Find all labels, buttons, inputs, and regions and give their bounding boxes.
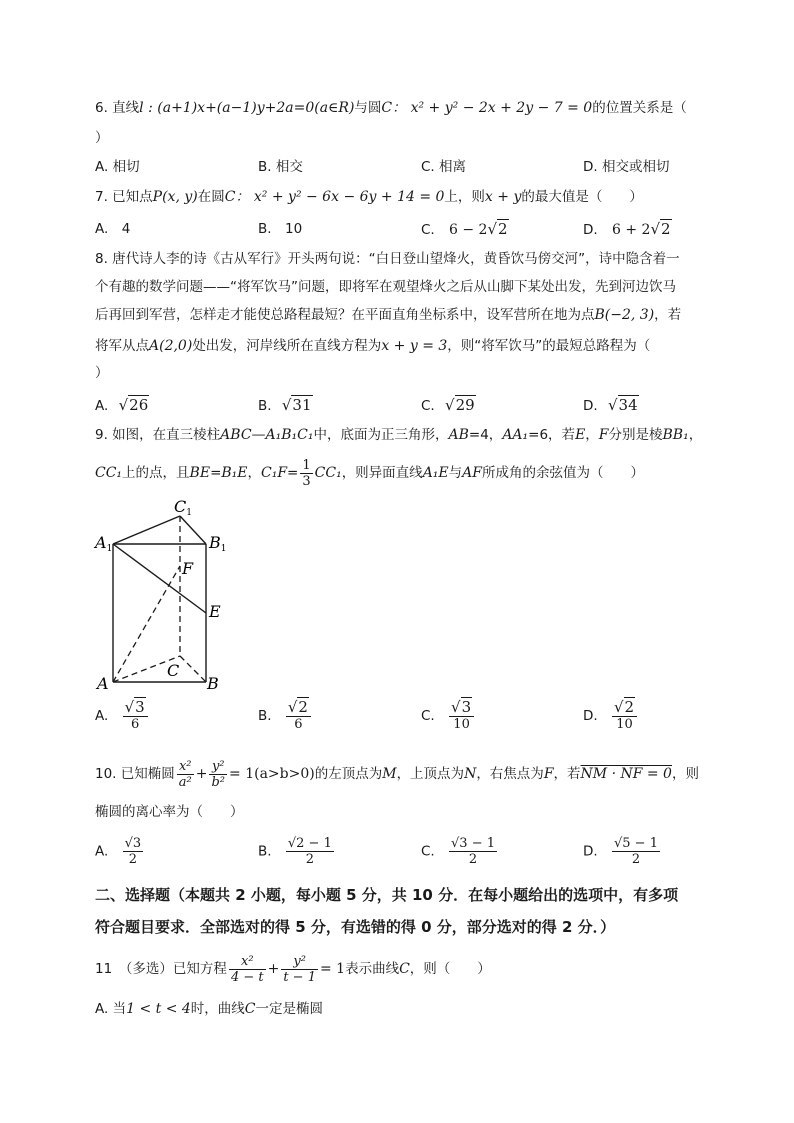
q7-option-a[interactable]: A. 4 (95, 221, 131, 237)
q8-option-a-label: A. (95, 398, 109, 414)
q8-text-b: ，若 (654, 307, 682, 323)
q7-option-c-label: C. (421, 222, 435, 238)
q9-e: E (575, 427, 586, 443)
q6-option-a[interactable]: A. 相切 (95, 159, 140, 175)
q11-frac-x-den: 4 − t (230, 969, 264, 985)
q9-text-1e: ， (585, 427, 599, 443)
q9-option-c-den: 10 (453, 717, 470, 732)
q9-option-c-rad: 3 (461, 698, 472, 716)
q10-option-c-den: 2 (468, 852, 478, 867)
q9-option-a-den: 6 (131, 717, 140, 732)
q9-option-a-rad: 3 (135, 698, 145, 716)
q10-option-b-fraction (286, 836, 334, 867)
q9-option-b-rad: 2 (298, 698, 308, 716)
q9-option-d[interactable] (583, 700, 639, 732)
q10-option-c-fraction (449, 836, 497, 867)
q10-text-2: ，上顶点为 (396, 766, 465, 782)
q10-vector-eq: NM · NF = 0 (580, 766, 672, 782)
sqrt-symbol: √2 (487, 220, 508, 238)
q7-option-b[interactable]: B. 10 (258, 221, 303, 237)
q7-number: 7. 已知点 (95, 189, 153, 205)
q10-option-c-label: C. (421, 843, 435, 860)
q9-ab: AB (448, 427, 469, 443)
q11-frac-x (229, 954, 266, 985)
q9-be: BE (189, 465, 211, 481)
q9-text-2b: = (210, 465, 222, 481)
q10-text: 的左顶点为 (314, 766, 383, 782)
q9-text-1d: =6，若 (528, 427, 576, 443)
q9-option-d-rad: 2 (624, 698, 635, 716)
q11-option-a[interactable] (95, 1000, 323, 1018)
q7-option-c-math: 6 − 2 (449, 222, 488, 238)
q8-option-c[interactable] (421, 396, 476, 415)
q7-expression: x + y (484, 189, 522, 205)
q11-option-a-c: C (244, 1001, 256, 1017)
label-b: B (207, 674, 219, 693)
sqrt-symbol: √26 (118, 396, 149, 414)
q8-text-4b: 处出发，河岸线所在直线方程为 (192, 338, 382, 354)
label-a: A (97, 674, 109, 693)
q11-frac-y-num: y² (293, 953, 306, 969)
q10-option-a-fraction (123, 836, 144, 867)
q9-option-b-den: 6 (294, 717, 303, 732)
edge-c1b1 (180, 516, 206, 544)
q9-a1e: A₁E (422, 465, 449, 481)
q10-option-b-label: B. (258, 843, 272, 860)
q8-line-1: 8. 唐代诗人李的诗《古从军行》开头两句说：“白日登山望烽火，黄昏饮马傍交河”，诗中隐含着一 (95, 251, 680, 267)
q11-plus: + (267, 961, 280, 977)
q10-frac-x-num: x² (178, 758, 192, 774)
q9-option-a[interactable] (95, 700, 150, 732)
label-c1: C1 (174, 497, 192, 518)
q9-option-c-fraction: $\frac{√3}{10}$ (449, 700, 474, 732)
q10-f: F (543, 766, 554, 782)
q7-text-tail: 的最大值是（ ） (521, 189, 643, 205)
q6-text: 与圆 (354, 100, 382, 116)
q10-eq: = 1(a>b>0) (229, 766, 315, 782)
q10-option-c[interactable] (421, 836, 499, 867)
q9-option-a-fraction: $\frac{√3}{6}$ (123, 700, 148, 732)
q9-fraction (300, 458, 312, 489)
q9-text-1c: =4， (468, 427, 503, 443)
q9-text-2a: 上的点，且 (122, 465, 190, 481)
label-a1: A1 (95, 533, 113, 554)
q8-text-4a: 将军从点 (95, 338, 149, 354)
q9-frac-num: 1 (302, 457, 311, 473)
q8-option-a[interactable] (95, 396, 149, 415)
q10-frac-x-den: a² (178, 774, 192, 790)
q7-text-2: 上，则 (444, 189, 485, 205)
q10-option-a-label: A. (95, 843, 109, 860)
q10-option-b-num: √2 − 1 (287, 836, 332, 851)
q9-b1e: B₁E (221, 465, 248, 481)
q8-option-d-label: D. (583, 398, 598, 414)
q7-option-d-radicand: 2 (661, 220, 671, 238)
q9-aa1: AA₁ (502, 427, 529, 443)
q9-cc1: CC₁ (95, 465, 123, 481)
q9-cc1-2: CC₁ (314, 465, 342, 481)
q10-option-a-den: 2 (128, 852, 138, 867)
q8-option-a-value: 26 (129, 396, 149, 414)
q10-option-d[interactable] (583, 836, 662, 867)
sqrt-symbol: √2 (650, 220, 671, 238)
q11-frac-y (281, 954, 318, 985)
q10-m: M (382, 766, 397, 782)
q8-river-equation: x + y = 3 (381, 338, 448, 354)
q11-stem (95, 950, 491, 988)
q9-text-2d: = (287, 465, 299, 481)
q8-text-4c: ，则“将军饮马”的最短总路程为（ (447, 338, 651, 354)
q9-text-2g: 所成角的余弦值为（ ） (481, 465, 644, 481)
q10-option-d-fraction (612, 836, 660, 867)
q10-frac-y (209, 759, 227, 790)
q9-option-c-label: C. (421, 708, 435, 724)
q7-option-d[interactable] (583, 220, 672, 239)
q8-close-paren: ） (95, 365, 109, 381)
q9-option-c[interactable] (421, 700, 476, 732)
q10-option-a[interactable] (95, 836, 145, 867)
q6-stem (95, 99, 687, 117)
q11-number: 11 （多选）已知方程 (95, 961, 227, 977)
q9-text-1f: 分别是棱 (608, 427, 663, 443)
label-c: C (167, 661, 180, 680)
q8-option-d[interactable] (583, 396, 639, 415)
q6-option-d[interactable]: D. 相交或相切 (583, 159, 670, 175)
q10-line-2: 椭圆的离心率为（ ） (95, 804, 244, 820)
q10-text-tail: ，则 (671, 766, 699, 782)
q9-text-1g: ， (688, 427, 703, 443)
q8-point-b: B(−2, 3) (594, 307, 655, 323)
q9-option-d-fraction: $\frac{√2}{10}$ (612, 700, 637, 732)
q8-option-b-label: B. (258, 398, 272, 414)
q7-point: P(x, y) (152, 189, 198, 205)
q10-option-b[interactable] (258, 836, 336, 867)
q9-text-2e: ，则异面直线 (341, 465, 423, 481)
q11-option-a-tail: 一定是椭圆 (255, 1001, 324, 1017)
q11-text: 表示曲线 (345, 961, 400, 977)
sqrt-symbol: √31 (281, 396, 312, 414)
q8-point-a: A(2,0) (149, 338, 193, 354)
q7-option-d-label: D. (583, 222, 598, 238)
q9-option-d-den: 10 (616, 717, 633, 732)
q9-af: AF (462, 465, 482, 481)
q9-line-1 (95, 426, 702, 444)
q11-eq: = 1 (319, 961, 346, 977)
q9-option-b-label: B. (258, 708, 272, 724)
q11-frac-y-den: t − 1 (283, 969, 316, 985)
q10-plus: + (195, 766, 208, 782)
q8-line-2: 个有趣的数学问题——“将军饮马”问题，即将军在观望烽火之后从山脚下某处出发，先到河边饮马 (95, 279, 676, 295)
q9-line-2 (95, 455, 644, 491)
q10-option-c-num: √3 − 1 (451, 836, 495, 851)
q11-text-tail: ，则（ ） (409, 961, 491, 977)
q8-option-b-value: 31 (292, 396, 312, 414)
q9-option-d-label: D. (583, 708, 598, 724)
q8-text: 后再回到军营，怎样走才能使总路程最短？在平面直角坐标系中，设军营所在地为点 (95, 307, 595, 323)
q9-f: F (598, 427, 609, 443)
edge-cb-hidden (180, 656, 206, 682)
q11-option-a-text: 时，曲线 (190, 1001, 245, 1017)
section-2-heading-line-2: 符合题目要求．全部选对的得 5 分，有选错的得 0 分，部分选对的得 2 分．） (95, 918, 616, 936)
prism-figure (92, 496, 232, 696)
q10-frac-y-den: b² (211, 774, 226, 790)
q9-c1f: C₁F (261, 465, 288, 481)
q8-line-4 (95, 337, 650, 355)
q11-frac-x-num: x² (240, 953, 254, 969)
q8-option-c-value: 29 (455, 396, 475, 414)
q9-frac-den: 3 (302, 473, 311, 489)
q9-text-2f: 与 (448, 465, 463, 481)
section-2-heading-line-1: 二、选择题（本题共 2 小题，每小题 5 分，共 10 分．在每小题给出的选项中，有多项 (95, 886, 679, 904)
sqrt-symbol: √34 (607, 396, 638, 414)
q6-number: 6. 直线 (95, 100, 140, 116)
q6-circle-equation: C： x² + y² − 2x + 2y − 7 = 0 (381, 100, 593, 116)
q7-option-c-radicand: 2 (498, 220, 508, 238)
q10-option-d-num: √5 − 1 (613, 836, 658, 851)
q9-text-1b: 中，底面为正三角形， (313, 427, 449, 443)
q11-c: C (399, 961, 410, 977)
q9-prism: ABC—A₁B₁C₁ (220, 427, 314, 443)
edge-a1c1 (113, 516, 180, 544)
q10-option-d-label: D. (583, 843, 598, 860)
sqrt-symbol: √29 (445, 396, 475, 414)
q7-option-d-math: 6 + 2 (611, 222, 651, 238)
label-b1: B1 (209, 533, 227, 554)
q10-stem (95, 755, 699, 793)
q10-frac-y-num: y² (211, 758, 225, 774)
q10-option-a-num: √3 (124, 836, 142, 851)
label-f: F (182, 559, 194, 578)
q10-n: N (464, 766, 477, 782)
q8-option-b[interactable] (258, 396, 313, 415)
q10-option-d-den: 2 (631, 852, 641, 867)
q7-stem (95, 188, 643, 206)
q9-text-1a: 9. 如图，在直三棱柱 (95, 427, 221, 443)
q6-line-equation: l : (a+1)x+(a−1)y+2a=0(a∈R) (139, 100, 355, 116)
q6-text-tail: 的位置关系是（ (592, 100, 687, 116)
q8-option-d-value: 34 (618, 396, 638, 414)
q8-line-3 (95, 306, 681, 324)
q10-number: 10. 已知椭圆 (95, 766, 175, 782)
q9-option-b[interactable] (258, 700, 313, 732)
q10-frac-x (177, 759, 194, 790)
q9-bb1: BB₁ (662, 427, 689, 443)
q9-text-2c: ， (247, 465, 261, 481)
q11-option-a-label: A. 当 (95, 1001, 127, 1017)
q10-option-b-den: 2 (305, 852, 314, 867)
q10-text-4: ，若 (553, 766, 581, 782)
q7-text: 在圆 (197, 189, 225, 205)
q7-option-c[interactable] (421, 220, 509, 239)
q11-option-a-condition: 1 < t < 4 (126, 1001, 191, 1017)
q6-option-b[interactable]: B. 相交 (258, 159, 303, 175)
q9-option-a-label: A. (95, 708, 109, 724)
q6-close-paren: ） (95, 130, 109, 146)
label-e: E (209, 602, 221, 621)
q9-option-b-fraction: $\frac{√2}{6}$ (286, 700, 311, 732)
q6-option-c[interactable]: C. 相离 (421, 159, 467, 175)
q8-option-c-label: C. (421, 398, 435, 414)
q10-text-3: ，右焦点为 (476, 766, 544, 782)
q7-circle-equation: C： x² + y² − 6x − 6y + 14 = 0 (224, 189, 445, 205)
